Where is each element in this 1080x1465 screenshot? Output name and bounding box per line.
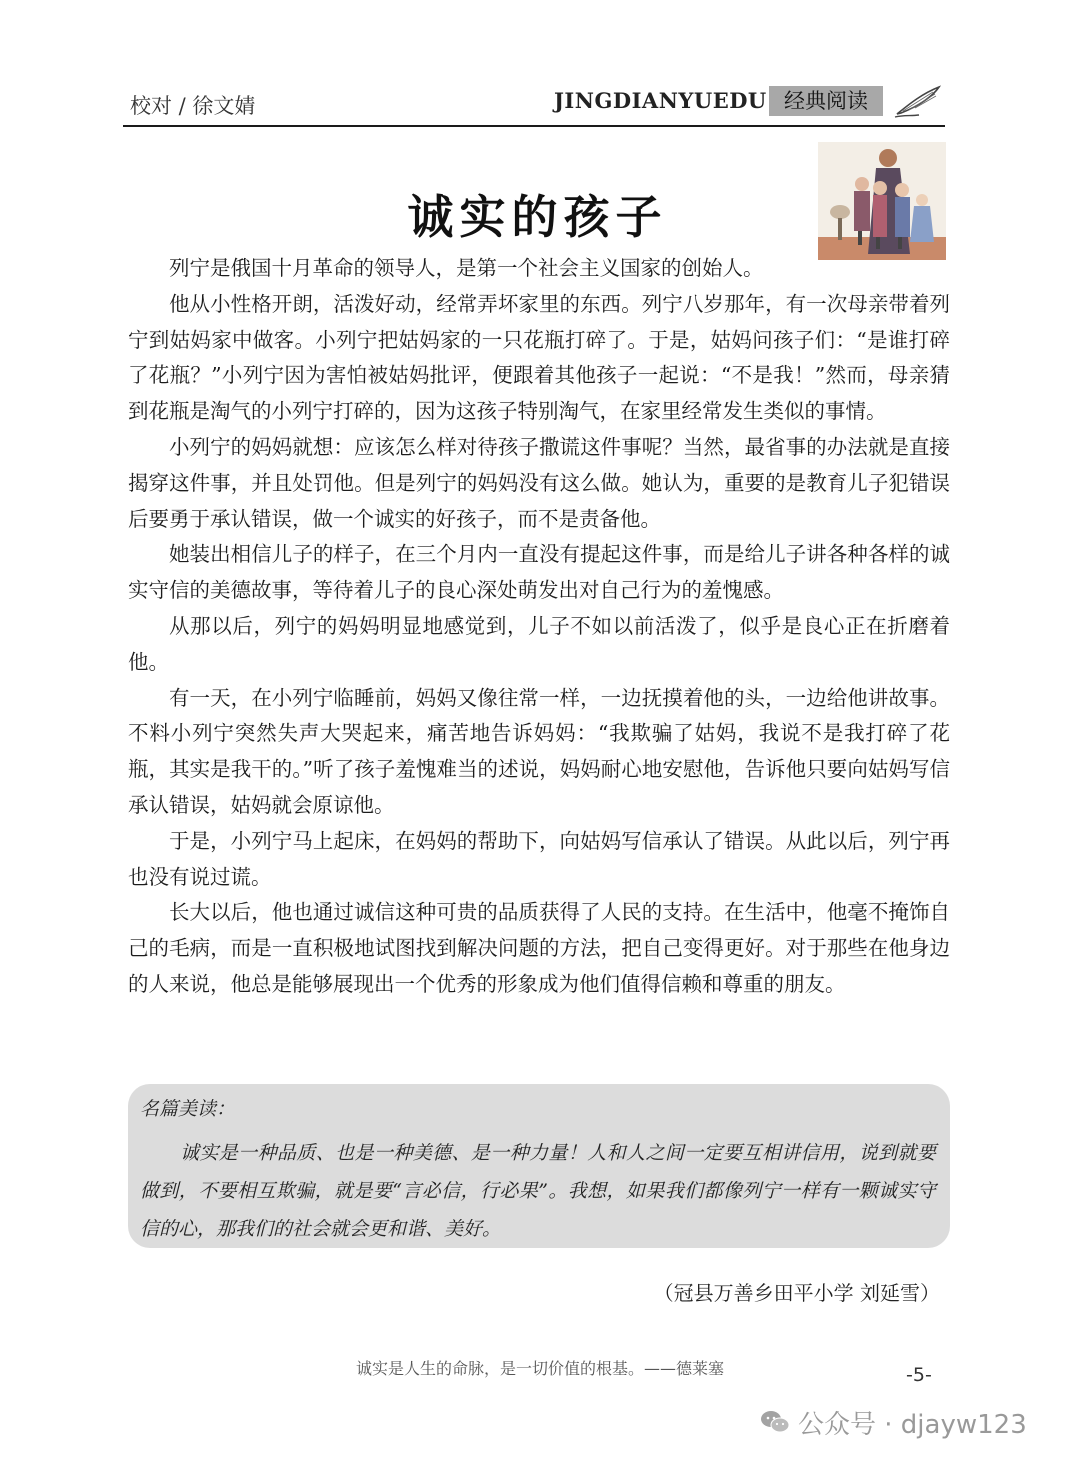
appreciation-text: 诚实是一种品质、也是一种美德、是一种力量！人和人之间一定要互相讲信用，说到就要做到，不要相互欺骗，就是要“言必信，行必果”。我想，如果我们都像列宁一样有一颗诚实守信的心，那我们的社会就会更和谐、美好。 xyxy=(140,1142,936,1240)
quill-pen-icon xyxy=(893,84,943,118)
series-name-latin: JINGDIANYUEDU xyxy=(554,88,767,113)
paragraph: 从那以后，列宁的妈妈明显地感觉到，儿子不如以前活泼了，似乎是良心正在折磨着他。 xyxy=(128,613,950,674)
article-title: 诚实的孩子 xyxy=(407,189,668,244)
author-attribution: （冠县万善乡田平小学 刘延雪） xyxy=(653,1281,940,1305)
proofreader-credit: 校对 / 徐文婧 xyxy=(130,94,256,118)
footer-quote: 诚实是人生的命脉，是一切价值的根基。——德莱塞 xyxy=(355,1359,724,1378)
paragraph: 长大以后，他也通过诚信这种可贵的品质获得了人民的支持。在生活中，他毫不掩饰自己的毛病，而是一直积极地试图找到解决问题的方法，把自己变得更好。对于那些在他身边的人来说，他总是能够展现出一个优秀的形象成为他们值得信赖和尊重的朋友。 xyxy=(128,900,950,996)
family-illustration xyxy=(818,142,946,260)
paragraph: 有一天，在小列宁临睡前，妈妈又像往常一样，一边抚摸着他的头，一边给他讲故事。不料小列宁突然失声大哭起来，痛苦地告诉妈妈：“我欺骗了姑妈，我说不是我打碎了花瓶，其实是我干的。”听了孩子羞愧难当的述说，妈妈耐心地安慰他，告诉他只要向姑妈写信承认错误，姑妈就会原谅他。 xyxy=(128,685,950,817)
paragraph: 她装出相信儿子的样子，在三个月内一直没有提起这件事，而是给儿子讲各种各样的诚实守信的美德故事，等待着儿子的良心深处萌发出对自己行为的羞愧感。 xyxy=(128,542,950,603)
appreciation-box xyxy=(128,1084,950,1248)
page-number: -5- xyxy=(906,1364,932,1386)
wechat-icon xyxy=(760,1409,790,1435)
appreciation-heading: 名篇美读： xyxy=(140,1098,236,1120)
article-body xyxy=(128,251,950,1003)
paragraph: 小列宁的妈妈就想：应该怎么样对待孩子撒谎这件事呢？当然，最省事的办法就是直接揭穿这件事，并且处罚他。但是列宁的妈妈没有这么做。她认为，重要的是教育儿子犯错误后要勇于承认错误，做一个诚实的好孩子，而不是责备他。 xyxy=(128,434,950,531)
series-name-badge: 经典阅读 xyxy=(769,86,883,116)
paragraph: 于是，小列宁马上起床，在妈妈的帮助下，向姑妈写信承认了错误。从此以后，列宁再也没有说过谎。 xyxy=(128,828,950,889)
watermark-text: 公众号 · djayw123 xyxy=(798,1409,1027,1440)
header-divider xyxy=(123,125,945,127)
paragraph: 他从小性格开朗，活泼好动，经常弄坏家里的东西。列宁八岁那年，有一次母亲带着列宁到姑妈家中做客。小列宁把姑妈家的一只花瓶打碎了。于是，姑妈问孩子们：“是谁打碎了花瓶？”小列宁因为害怕被姑妈批评，便跟着其他孩子一起说：“不是我！”然而，母亲猜到花瓶是淘气的小列宁打碎的，因为这孩子特别淘气，在家里经常发生类似的事情。 xyxy=(128,291,950,424)
paragraph: 列宁是俄国十月革命的领导人，是第一个社会主义国家的创始人。 xyxy=(169,256,764,280)
wechat-watermark xyxy=(760,1402,1027,1442)
